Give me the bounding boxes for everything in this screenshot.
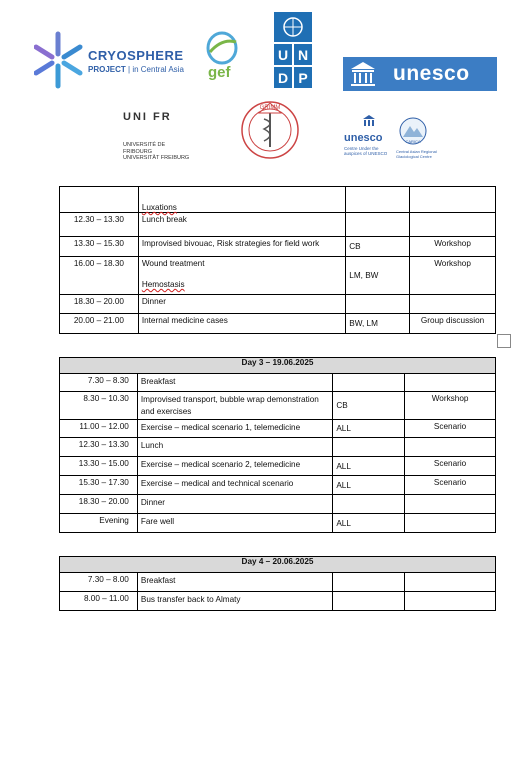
activity-cell: Lunch [137, 438, 332, 457]
time-cell: 13.30 – 15.00 [60, 457, 138, 476]
svg-text:N: N [297, 47, 309, 63]
responsible-cell: CB [346, 237, 410, 257]
table-row [60, 514, 496, 533]
unesco-small-subtitle: Centre Under the auspices of UNESCO [344, 146, 388, 156]
unifr-subtitle: UNIVERSITÉ DE FRIBOURG UNIVERSITÄT FREIBURG [123, 142, 190, 161]
activity-cell: Exercise – medical scenario 1, telemedicine [137, 420, 332, 438]
type-cell: Workshop [410, 237, 496, 257]
unesco-small-temple-icon [362, 114, 376, 128]
unesco-text: unesco [393, 62, 470, 85]
undp-logo [274, 12, 312, 88]
activity-cell: Fare well [137, 514, 332, 533]
time-cell: 7.30 – 8.00 [60, 573, 138, 592]
activity-cell: Exercise – medical and technical scenario [137, 476, 332, 495]
responsible-cell [333, 438, 405, 457]
type-cell: Scenario [405, 476, 496, 495]
table-row [60, 495, 496, 514]
table-row [60, 420, 496, 438]
time-cell: 20.00 – 21.00 [60, 314, 139, 334]
time-cell: 16.00 – 18.30 [60, 257, 139, 295]
type-cell: Workshop [410, 257, 496, 295]
type-cell [405, 438, 496, 457]
svg-text:U: U [277, 47, 289, 63]
responsible-cell [333, 374, 405, 392]
svg-text:P: P [298, 70, 308, 86]
type-cell: Workshop [405, 392, 496, 420]
table-row [60, 213, 496, 237]
unifr-monogram: UNI FR [123, 111, 172, 123]
cryosphere-subtitle: PROJECT | in Central Asia [88, 65, 184, 74]
unifr-logo [123, 112, 195, 162]
time-cell: 7.30 – 8.30 [60, 374, 138, 392]
table-row [60, 392, 496, 420]
time-cell: 15.30 – 17.30 [60, 476, 138, 495]
type-cell [405, 592, 496, 611]
activity-cell [138, 257, 345, 295]
grimm-emblem-icon [237, 95, 303, 161]
time-cell: 13.30 – 15.30 [60, 237, 139, 257]
table-row [60, 573, 496, 592]
unesco-temple-icon [343, 57, 383, 91]
type-cell [405, 495, 496, 514]
table-row [60, 295, 496, 314]
day3-schedule-table [59, 357, 496, 533]
cryosphere-logo [34, 30, 184, 92]
responsible-cell [333, 592, 405, 611]
day4-schedule-table [59, 556, 496, 611]
activity-cell: Exercise – medical scenario 2, telemedicine [137, 457, 332, 476]
day2-schedule-table [59, 186, 496, 334]
table-row [60, 457, 496, 476]
svg-text:CARICA: CARICA [405, 139, 421, 144]
responsible-cell [333, 573, 405, 592]
activity-cell: Breakfast [137, 573, 333, 592]
type-cell [405, 374, 496, 392]
table-row [60, 374, 496, 392]
undp-emblem-icon [274, 12, 312, 88]
activity-cell: Improvised transport, bubble wrap demonstration and exercises [137, 392, 332, 420]
table-row [60, 592, 496, 611]
activity-cell: Bus transfer back to Almaty [137, 592, 333, 611]
activity-cell: Lunch break [138, 213, 345, 237]
type-cell: Scenario [405, 457, 496, 476]
time-cell: 11.00 – 12.00 [60, 420, 138, 438]
gef-ring-icon [200, 30, 244, 66]
table-row [60, 257, 496, 295]
type-cell: Group discussion [410, 314, 496, 334]
time-cell: 18.30 – 20.00 [60, 295, 139, 314]
activity-cell [138, 187, 345, 213]
activity-cell: Internal medicine cases [138, 314, 345, 334]
time-cell: 8.30 – 10.30 [60, 392, 138, 420]
type-cell [410, 187, 496, 213]
activity-text: Luxations [141, 203, 177, 212]
day3-header: Day 3 – 19.06.2025 [60, 358, 496, 374]
table-row [60, 438, 496, 457]
time-cell [60, 187, 139, 213]
responsible-cell [333, 495, 405, 514]
gef-logo [200, 30, 248, 86]
unesco-logo [343, 57, 497, 91]
svg-text:GRIMM: GRIMM [259, 105, 281, 111]
type-cell: Scenario [405, 420, 496, 438]
table-add-checkbox[interactable] [497, 334, 511, 348]
activity-cell: Improvised bivouac, Risk strategies for field work [138, 237, 345, 257]
type-cell [405, 514, 496, 533]
responsible-cell: ALL [333, 420, 405, 438]
time-cell: Evening [60, 514, 138, 533]
time-cell: 12.30 – 13.30 [60, 438, 138, 457]
responsible-cell [346, 295, 410, 314]
type-cell [405, 573, 496, 592]
carica-subtitle: Central Asian Regional Glaciological Centre [396, 149, 437, 159]
responsible-cell [346, 187, 410, 213]
responsible-cell [346, 213, 410, 237]
unesco-carica-logo [344, 114, 462, 160]
cryosphere-title: CRYOSPHERE [88, 48, 184, 63]
responsible-cell: ALL [333, 476, 405, 495]
activity-text: Wound treatment [141, 259, 205, 268]
table-row [60, 187, 496, 213]
time-cell: 8.00 – 11.00 [60, 592, 138, 611]
time-cell: 12.30 – 13.30 [60, 213, 139, 237]
gef-text: gef [208, 64, 231, 81]
grimm-logo [237, 95, 303, 161]
activity-cell: Breakfast [137, 374, 332, 392]
table-row [60, 237, 496, 257]
responsible-cell: ALL [333, 457, 405, 476]
carica-emblem-icon [398, 116, 428, 146]
responsible-cell: LM, BW [346, 257, 410, 295]
table-row [60, 314, 496, 334]
responsible-cell: CB [333, 392, 405, 420]
unesco-small-text: unesco [344, 132, 383, 144]
activity-cell: Dinner [137, 495, 332, 514]
svg-text:D: D [277, 70, 289, 86]
type-cell [410, 295, 496, 314]
time-cell: 18.30 – 20.00 [60, 495, 138, 514]
activity-cell: Dinner [138, 295, 345, 314]
day4-header: Day 4 – 20.06.2025 [60, 557, 496, 573]
cryosphere-snowflake-icon [34, 30, 86, 92]
type-cell [410, 213, 496, 237]
table-row [60, 476, 496, 495]
activity-text: Hemostasis [141, 280, 185, 289]
responsible-cell: ALL [333, 514, 405, 533]
responsible-cell: BW, LM [346, 314, 410, 334]
